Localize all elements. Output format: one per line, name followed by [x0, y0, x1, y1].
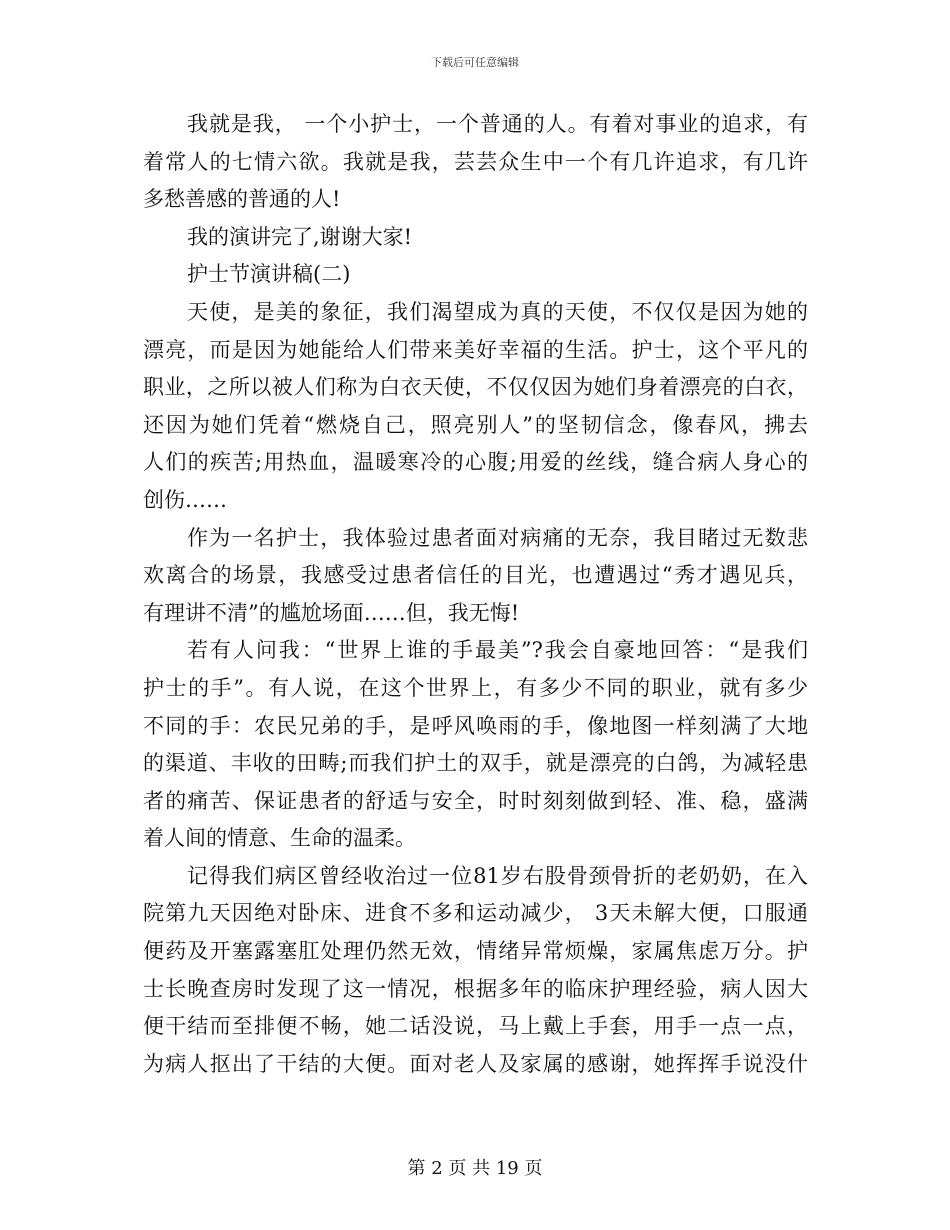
- text-line: 职业，之所以被人们称为白衣天使，不仅仅因为她们身着漂亮的白衣，: [143, 375, 808, 400]
- text-line: 漂亮，而是因为她能给人们带来美好幸福的生活。护士，这个平凡的: [143, 337, 808, 362]
- text-line: 还因为她们凭着“燃烧自己，照亮别人”的坚韧信念，像春风，拂去: [143, 412, 808, 437]
- text-line: 多愁善感的普通的人!: [143, 187, 341, 212]
- section-title: 护士节演讲稿(二): [187, 262, 351, 287]
- text-line: 若有人问我：“世界上谁的手最美”?我会自豪地回答：“是我们: [187, 638, 808, 663]
- text-line: 士长晚查房时发现了这一情况，根据多年的临床护理经验，病人因大: [143, 976, 808, 1001]
- text-line: 有理讲不清”的尴尬场面……但，我无悔!: [143, 600, 520, 625]
- text-line: 的渠道、丰收的田畴;而我们护土的双手，就是漂亮的白鸽，为减轻患: [143, 751, 808, 776]
- text-line: 护士的手”。有人说，在这个世界上，有多少不同的职业，就有多少: [143, 675, 808, 700]
- text-line: 创伤……: [143, 487, 227, 512]
- text-line: 为病人抠出了干结的大便。面对老人及家属的感谢，她挥挥手说没什: [143, 1051, 808, 1076]
- text-line: 便药及开塞露塞肛处理仍然无效，情绪异常烦燥，家属焦虑万分。护: [143, 939, 808, 964]
- page-header: 下载后可任意编辑: [431, 56, 519, 69]
- text-line: 着人间的情意、生命的温柔。: [143, 826, 416, 851]
- text-line: 院第九天因绝对卧床、进食不多和运动减少， 3天未解大便，口服通: [143, 901, 808, 926]
- text-line: 记得我们病区曾经收治过一位81岁右股骨颈骨折的老奶奶，在入: [187, 863, 808, 888]
- text-line: 着常人的七情六欲。我就是我，芸芸众生中一个有几许追求，有几许: [143, 149, 808, 174]
- text-line: 天使，是美的象征，我们渴望成为真的天使，不仅仅是因为她的: [187, 299, 808, 324]
- page-number-footer: 第 2 页 共 19 页: [407, 1158, 543, 1179]
- text-line: 作为一名护士，我体验过患者面对病痛的无奈，我目睹过无数悲: [187, 525, 808, 550]
- document-body: [143, 106, 808, 1083]
- text-line: 欢离合的场景，我感受过患者信任的目光，也遭遇过“秀才遇见兵，: [143, 563, 808, 588]
- text-line: 便干结而至排便不畅，她二话没说，马上戴上手套，用手一点一点，: [143, 1014, 808, 1039]
- text-line: 人们的疾苦;用热血，温暖寒冷的心腹;用爱的丝线，缝合病人身心的: [143, 450, 808, 475]
- text-line: 我的演讲完了,谢谢大家!: [187, 224, 413, 249]
- text-line: 不同的手：农民兄弟的手，是呼风唤雨的手，像地图一样刻满了大地: [143, 713, 808, 738]
- text-line: 者的痛苦、保证患者的舒适与安全，时时刻刻做到轻、准、稳，盛满: [143, 788, 808, 813]
- text-line: 我就是我， 一个小护士，一个普通的人。有着对事业的追求，有: [187, 112, 808, 136]
